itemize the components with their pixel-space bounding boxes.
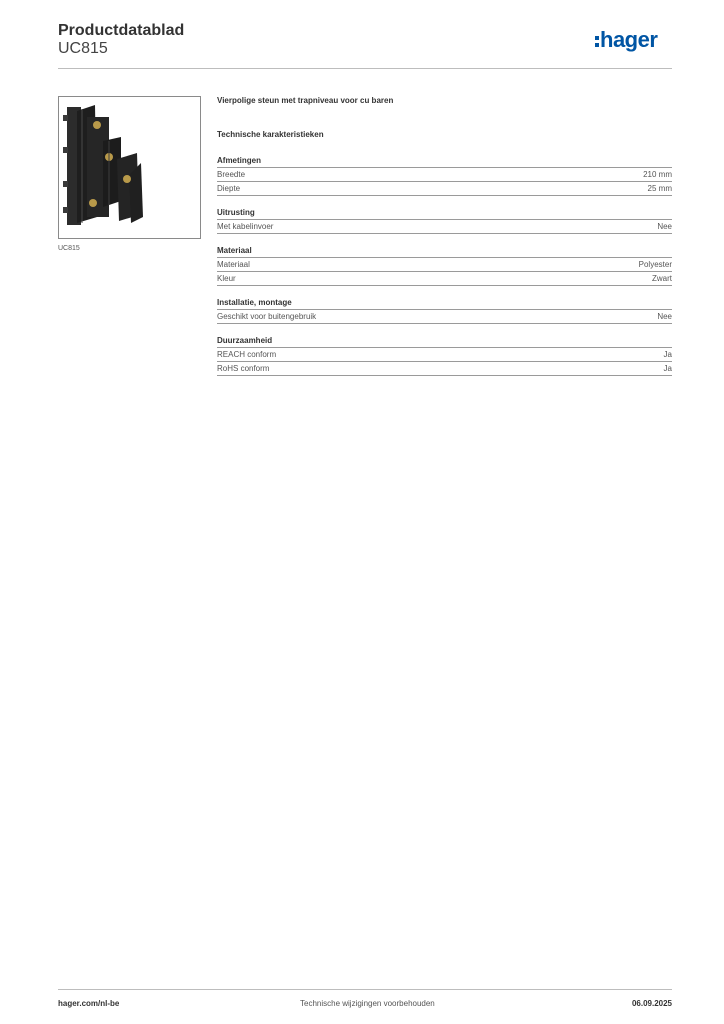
- spec-section: [217, 246, 672, 286]
- spec-value: 25 mm: [647, 184, 672, 193]
- logo-text: hager: [600, 27, 658, 52]
- spec-section-title: Duurzaamheid: [217, 336, 672, 348]
- spec-value: Ja: [663, 364, 672, 373]
- spec-section: [217, 298, 672, 324]
- logo-dots-icon: [595, 34, 599, 48]
- spec-label: Met kabelinvoer: [217, 222, 274, 231]
- spec-value: Zwart: [652, 274, 672, 283]
- spec-row: [217, 362, 672, 376]
- spec-label: Geschikt voor buitengebruik: [217, 312, 317, 321]
- spec-label: RoHS conform: [217, 364, 270, 373]
- spec-value: Nee: [657, 312, 672, 321]
- spec-label: Diepte: [217, 184, 241, 193]
- spec-label: Kleur: [217, 274, 236, 283]
- spec-value: Ja: [663, 350, 672, 359]
- product-details: [217, 96, 672, 376]
- spec-row: [217, 310, 672, 324]
- busbar-support-image: [59, 97, 200, 238]
- spec-row: [217, 220, 672, 234]
- specs-title: Technische karakteristieken: [217, 130, 324, 139]
- footer-website-link[interactable]: hager.com/nl-be: [58, 999, 120, 1008]
- spec-row: [217, 348, 672, 362]
- product-code: UC815: [58, 40, 108, 57]
- spec-value: Nee: [657, 222, 672, 231]
- footer-date: 06.09.2025: [631, 999, 672, 1008]
- spec-sections: [217, 156, 672, 376]
- header-divider: [58, 68, 672, 69]
- page-title: Productdatablad: [58, 22, 185, 39]
- footer-divider: [58, 989, 672, 990]
- spec-section-title: Materiaal: [217, 246, 672, 258]
- spec-section: [217, 208, 672, 234]
- product-description: Vierpolige steun met trapniveau voor cu baren: [217, 96, 394, 105]
- spec-section-title: Uitrusting: [217, 208, 672, 220]
- spec-section: [217, 156, 672, 196]
- spec-row: [217, 168, 672, 182]
- spec-row: [217, 258, 672, 272]
- product-image-frame: [58, 96, 201, 239]
- spec-label: Materiaal: [217, 260, 250, 269]
- spec-label: Breedte: [217, 170, 246, 179]
- spec-section-title: Afmetingen: [217, 156, 672, 168]
- spec-section-title: Installatie, montage: [217, 298, 672, 310]
- spec-row: [217, 272, 672, 286]
- spec-row: [217, 182, 672, 196]
- spec-value: 210 mm: [643, 170, 672, 179]
- spec-section: [217, 336, 672, 376]
- spec-label: REACH conform: [217, 350, 277, 359]
- footer-notice: Technische wijzigingen voorbehouden: [300, 999, 435, 1008]
- hager-logo: [595, 27, 657, 53]
- spec-value: Polyester: [638, 260, 672, 269]
- product-image-caption: UC815: [58, 245, 80, 252]
